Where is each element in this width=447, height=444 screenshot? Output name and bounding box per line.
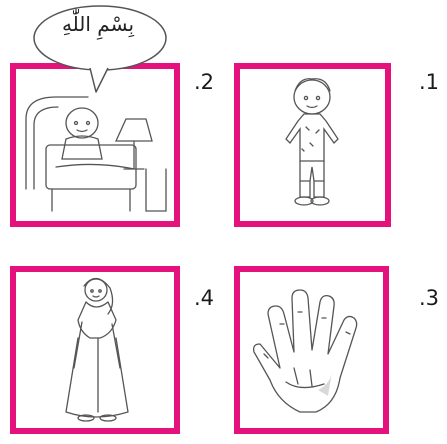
girl-illustration (16, 272, 174, 428)
picture-panel-3 (234, 266, 389, 434)
panel-number-1: .1 (419, 70, 440, 94)
hand-illustration (240, 272, 383, 428)
boy-illustration (240, 69, 385, 221)
picture-panel-4 (10, 266, 180, 434)
panel-number-4: .4 (194, 286, 215, 310)
panel-number-2: .2 (194, 70, 215, 94)
panel-number-3: .3 (419, 286, 440, 310)
picture-panel-1 (234, 63, 391, 227)
speech-bubble-text: بِسْمِ اللّٰهِ (61, 12, 135, 36)
